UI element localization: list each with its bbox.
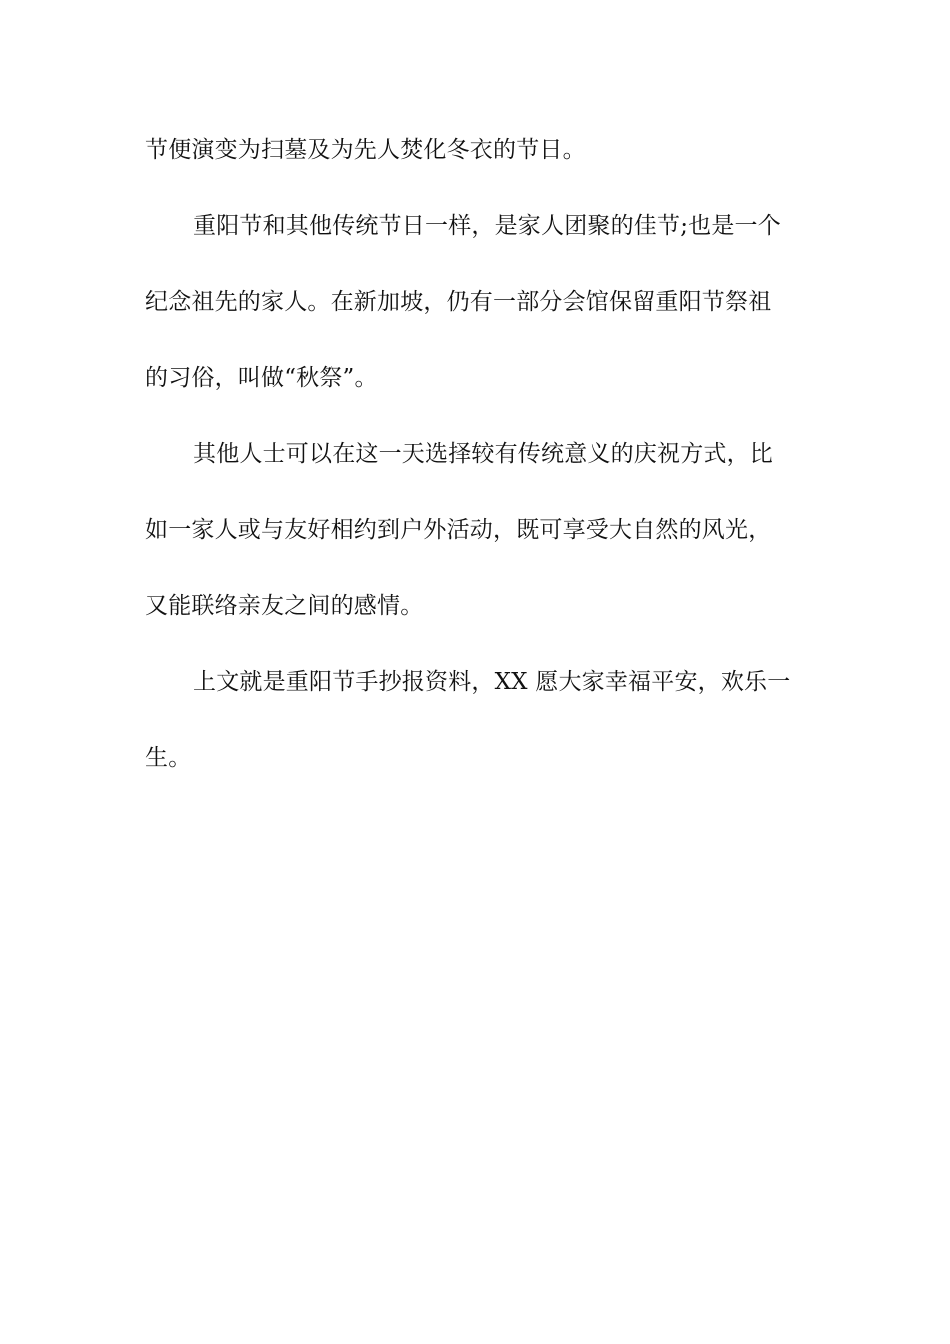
paragraph-3-line-3: 又能联络亲友之间的感情。 xyxy=(145,593,424,619)
paragraph-4-line-1: 上文就是重阳节手抄报资料，XX 愿大家幸福平安，欢乐一 xyxy=(193,669,791,695)
paragraph-4-line-2: 生。 xyxy=(145,745,192,771)
paragraph-3-line-1: 其他人士可以在这一天选择较有传统意义的庆祝方式，比 xyxy=(193,441,773,467)
paragraph-3-line-2: 如一家人或与友好相约到户外活动，既可享受大自然的风光， xyxy=(145,517,772,543)
paragraph-1-line-1: 节便演变为扫墓及为先人焚化冬衣的节日。 xyxy=(145,137,586,163)
paragraph-2-line-1: 重阳节和其他传统节日一样，是家人团聚的佳节;也是一个 xyxy=(193,213,781,239)
paragraph-2-line-2: 纪念祖先的家人。在新加坡，仍有一部分会馆保留重阳节祭祖 xyxy=(145,289,772,315)
paragraph-2-line-3: 的习俗，叫做“秋祭”。 xyxy=(145,365,378,391)
